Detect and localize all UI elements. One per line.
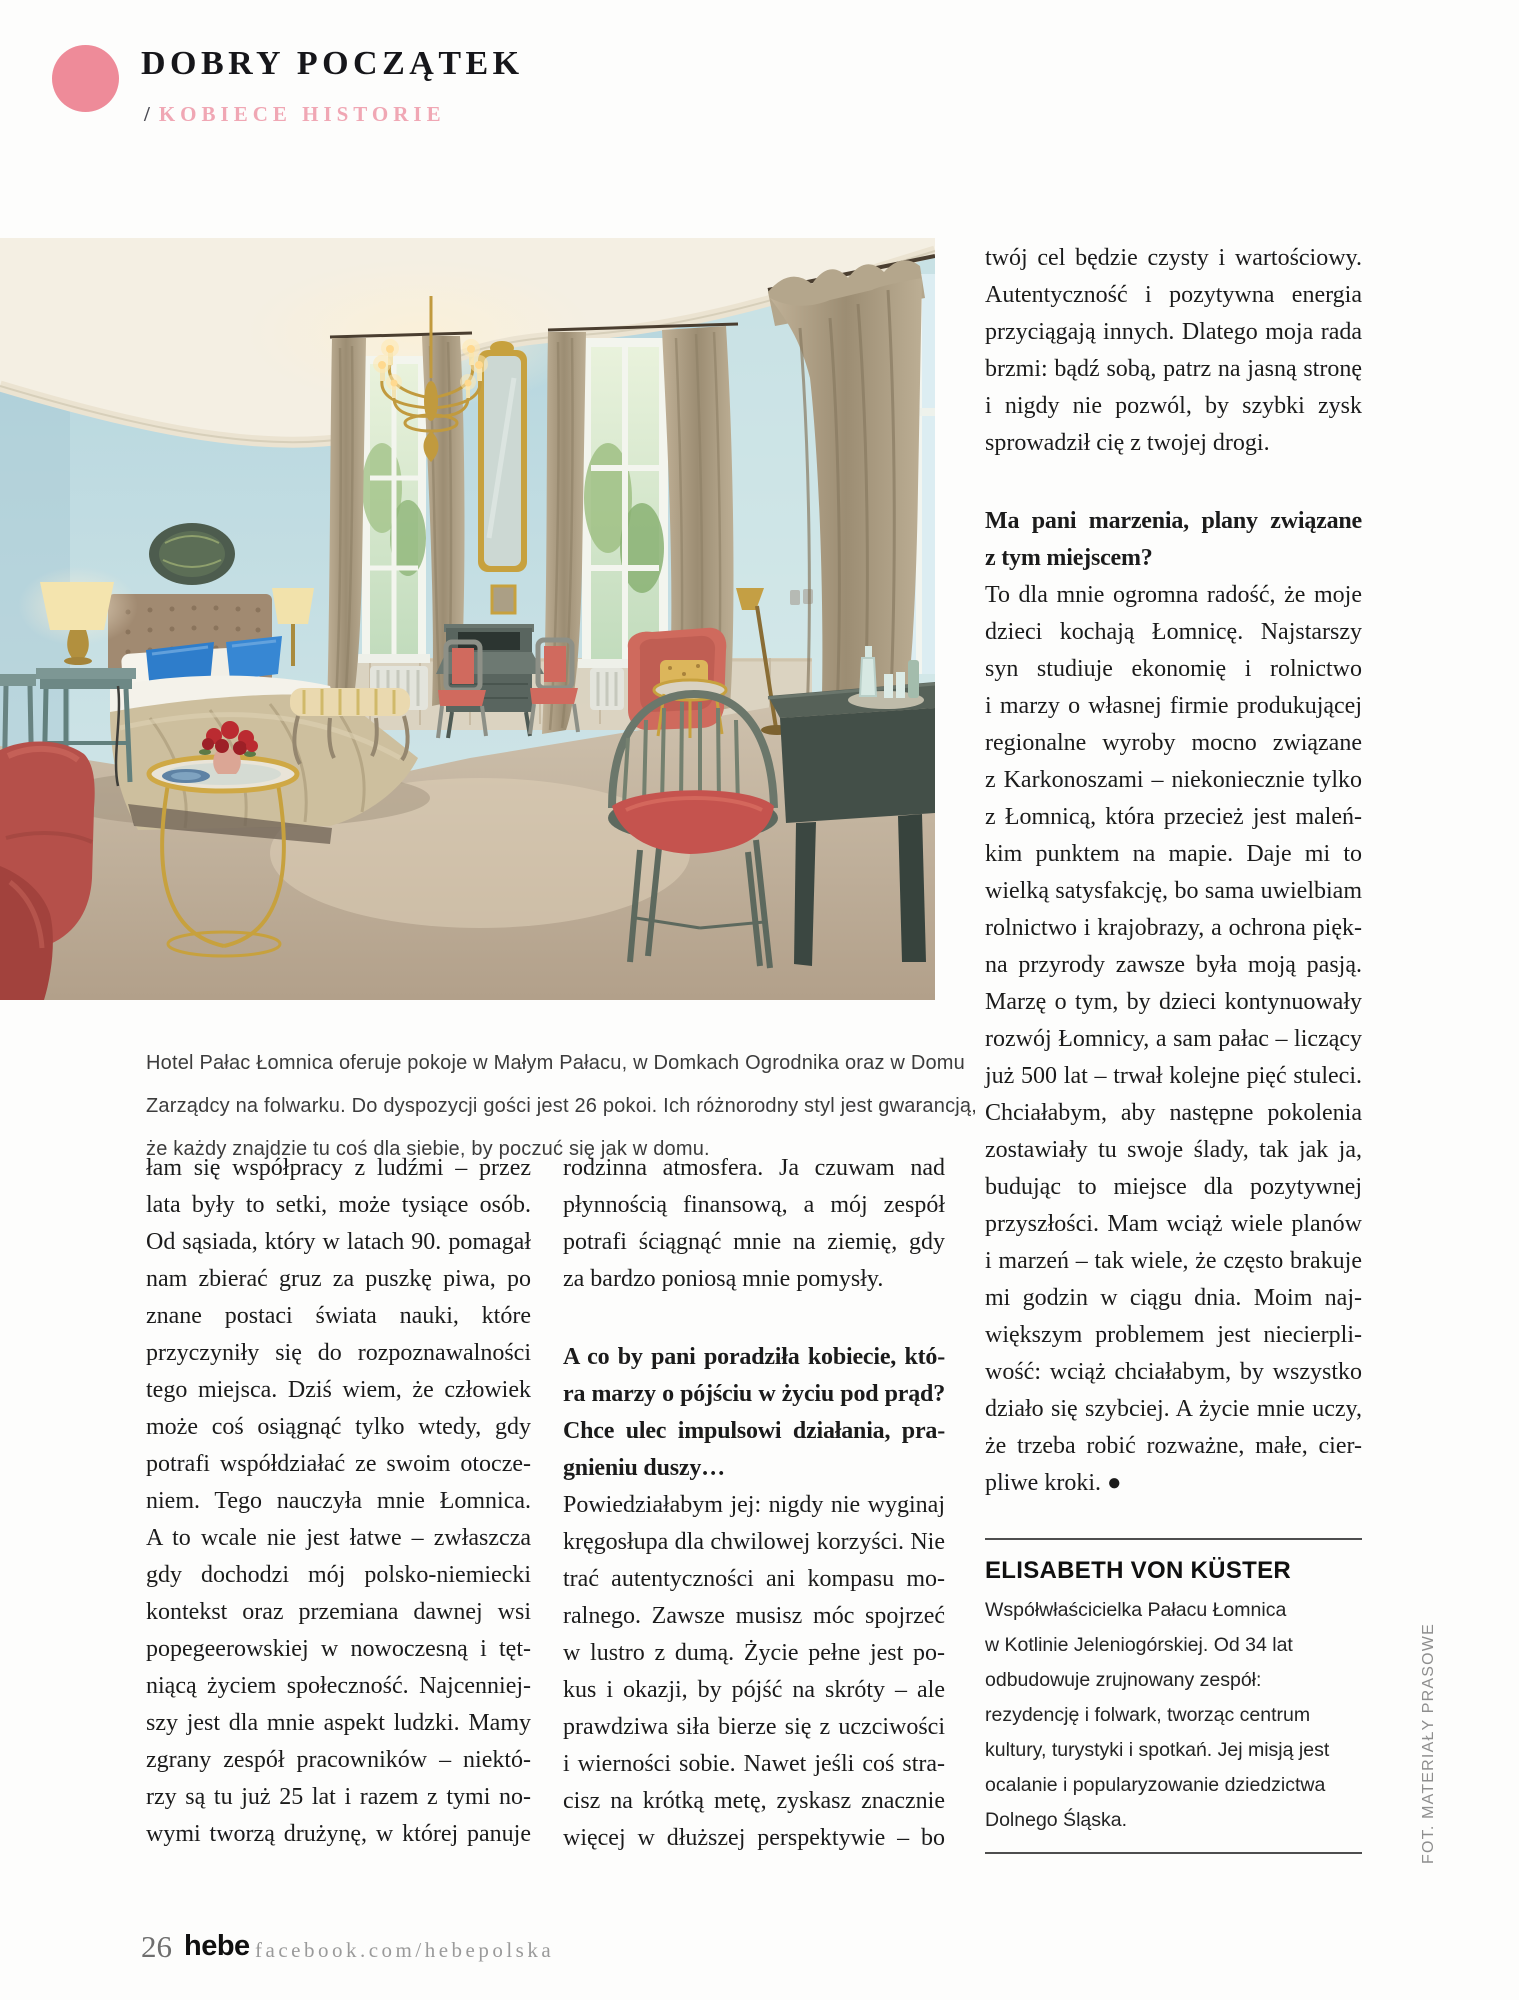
article-line: rodzinna atmosfera. Ja czuwam nad [563,1155,945,1181]
article-line: płynnością finansową, a mój zespół [563,1192,945,1218]
article-line: tego miejsca. Dziś wiem, że człowiek [146,1377,531,1403]
article-line: z Łomnicą, która przecież jest maleń- [985,804,1362,830]
article-line: Powiedziałabym jej: nigdy nie wyginaj [563,1492,945,1518]
small-picture [492,586,515,613]
question-line: ra marzy o pójściu w życiu pod prąd? [563,1381,945,1407]
article-line: łam się współpracy z ludźmi – przez [146,1155,531,1181]
room-photo [0,238,935,1000]
wall-plate [149,523,235,585]
caption-line: że każdy znajdzie tu coś dla siebie, by poczuć się jak w domu. [146,1138,710,1160]
article-line: przyciągają innych. Dlatego moja rada [985,319,1362,345]
slash-mark: / [144,102,150,126]
article-line: trać autentyczności ani kompasu mo- [563,1566,945,1592]
article-line: Marzę o tym, by dzieci kontynuowały [985,989,1362,1015]
article-line: rolnictwo i krajobrazy, a ochrona pięk- [985,915,1362,941]
bio-line: odbudowuje zrujnowany zespół: [985,1669,1262,1691]
article-line: niącą życiem społeczność. Najcenniej- [146,1673,531,1699]
article-line: mi godzin w ciągu dnia. Moim naj- [985,1285,1362,1311]
article-line: więcej w dłuższej perspektywie – bo [563,1825,945,1851]
article-line: popegeerowskiej w nowoczesną i tęt- [146,1636,531,1662]
article-line: rozwój Łomnicy, a sam pałac – liczący [985,1026,1362,1052]
bio-name: ELISABETH VON KÜSTER [985,1557,1292,1584]
bio-line: rezydencję i folwark, tworząc centrum [985,1704,1311,1726]
bio-line: Współwłaścicielka Pałacu Łomnica [985,1599,1287,1621]
article-line: zostawiały tu swoje ślady, tak jak ja, [985,1137,1362,1163]
bio-divider-bottom [985,1852,1362,1854]
article-line: kręgosłupa dla chwilowej korzyści. Nie [563,1529,945,1555]
article-line: ralnego. Zawsze musisz móc spojrzeć [563,1603,945,1629]
article-line: już 500 lat – trwał kolejne pięć stuleci. [985,1063,1362,1089]
article-line: wość: wciąż chciałabym, by wszystko [985,1359,1362,1385]
bio-line: ocalanie i popularyzowanie dziedzictwa [985,1774,1326,1796]
article-line: sprowadził cię z twojej drogi. [985,430,1270,456]
question-line: A co by pani poradziła kobiecie, któ- [563,1344,945,1370]
armchair-right [628,628,726,738]
article-line: i marzeń – tak wiele, że często brakuje [985,1248,1362,1274]
article-column-1 [146,1150,531,1853]
article-line: rzy są tu już 25 lat i razem z tymi no- [146,1784,531,1810]
article-line: lata były to setki, może tysiące osób. [146,1192,531,1218]
article-line: na przyrody zawsze była moją pasją. [985,952,1362,978]
article-line: Chciałabym, aby następne pokolenia [985,1100,1362,1126]
article-line: syn studiuje ekonomię i rolnictwo [985,656,1362,682]
article-line: kontekst oraz przemiana dawnej wsi [146,1599,531,1625]
article-line: regionalne wyroby mocno związane [985,730,1362,756]
bio-line: kultury, turystyki i spotkań. Jej misją jest [985,1739,1330,1761]
caption-line: Hotel Pałac Łomnica oferuje pokoje w Małym Pałacu, w Domkach Ogrodnika oraz w Domu [146,1052,965,1074]
article-line: budując to miejsce dla pozytywnej [985,1174,1362,1200]
article-line: zgrany zespół pracowników – niektó- [146,1747,531,1773]
article-line: może coś osiągnąć tylko wtedy, gdy [146,1414,531,1440]
article-line: kim punktem na mapie. Daje mi to [985,841,1362,867]
article-line: większym problemem jest niecierpli- [985,1322,1362,1348]
article-line: z Karkonoszami – niekoniecznie tylko [985,767,1362,793]
article-line: cisz na krótką metę, zyskasz znacznie [563,1788,945,1814]
article-line: wielką satysfakcję, bo sama uwielbiam [985,878,1362,904]
subsection-title [144,102,446,127]
article-line: twój cel będzie czysty i wartościowy. [985,245,1362,271]
article-line: dzieci kochają Łomnicę. Najstarszy [985,619,1362,645]
photo-credit: FOT. MATERIAŁY PRASOWE [1420,1623,1437,1864]
window-center [578,338,672,668]
article-line: A to wcale nie jest łatwe – zwłaszcza [146,1525,531,1551]
article-line: wymi tworzą drużynę, w której panuje [146,1821,531,1847]
article-line: i nigdy nie pozwól, by szybki zysk [985,393,1362,419]
pink-dot-icon [52,45,119,112]
article-line: przyszłości. Mam wciąż wiele planów [985,1211,1362,1237]
page-number: 26 [141,1929,172,1964]
article-line: za bardzo poniosą mnie pomysły. [563,1266,884,1292]
article-line: pliwe kroki. ● [985,1470,1122,1496]
article-column-2 [563,1150,945,1857]
article-line: gdy dochodzi mój polsko-niemiecki [146,1562,531,1588]
article-line: Autentyczność i pozytywna energia [985,282,1362,308]
article-line: kus i okazji, by pójść na skróty – ale [563,1677,945,1703]
question-line: z tym miejscem? [985,545,1153,571]
bio-line: w Kotlinie Jeleniogórskiej. Od 34 lat [985,1634,1293,1656]
hebe-logo: hebe [184,1930,250,1962]
article-line: prawdziwa siła bierze się z uczciwości [563,1714,945,1740]
article-line: potrafi współdziałać ze swoim otocze- [146,1451,531,1477]
hotel-room-illustration [0,238,935,1000]
question-line: gnieniu duszy… [563,1455,725,1481]
article-line: w lustro z dumą. Życie pełne jest po- [563,1640,945,1666]
article-line: brzmi: bądź sobą, patrz na jasną stronę [985,356,1362,382]
article-line: szy jest dla mnie aspekt ludzki. Mamy [146,1710,531,1736]
bio-line: Dolnego Śląska. [985,1809,1128,1831]
article-line: że trzeba robić rozważne, małe, cier- [985,1433,1362,1459]
article-line: niem. Tego nauczyła mnie Łomnica. [146,1488,531,1514]
bio-divider-top [985,1538,1362,1540]
mirror [478,341,527,572]
bio-block [985,1593,1362,1838]
subsection-label: KOBIECE HISTORIE [158,102,446,126]
question-line: Ma pani marzenia, plany związane [985,508,1362,534]
article-line: przyczyniły się do rozpoznawalności [146,1340,531,1366]
article-line: potrafi ściągnąć mnie na ziemię, gdy [563,1229,945,1255]
article-line: Od sąsiada, który w latach 90. pomagał [146,1229,531,1255]
article-line: To dla mnie ogromna radość, że moje [985,582,1362,608]
question-line: Chce ulec impulsowi działania, pra- [563,1418,945,1444]
article-line: znane postaci świata nauki, które [146,1303,531,1329]
article-line: i marzy o własnej firmie produkującej [985,693,1362,719]
caption-line: Zarządcy na folwarku. Do dyspozycji gości jest 26 pokoi. Ich różnorodny styl jest gwarancją, [146,1095,977,1117]
facebook-url: facebook.com/hebepolska [255,1938,555,1962]
article-line: nam zbierać gruz za puszkę piwa, po [146,1266,531,1292]
article-column-3 [985,240,1362,1854]
section-title: DOBRY POCZĄTEK [141,45,524,82]
article-line: działo się szybciej. A życie mnie uczy, [985,1396,1362,1422]
article-line: i wierności sobie. Nawet jeśli coś stra- [563,1751,945,1777]
